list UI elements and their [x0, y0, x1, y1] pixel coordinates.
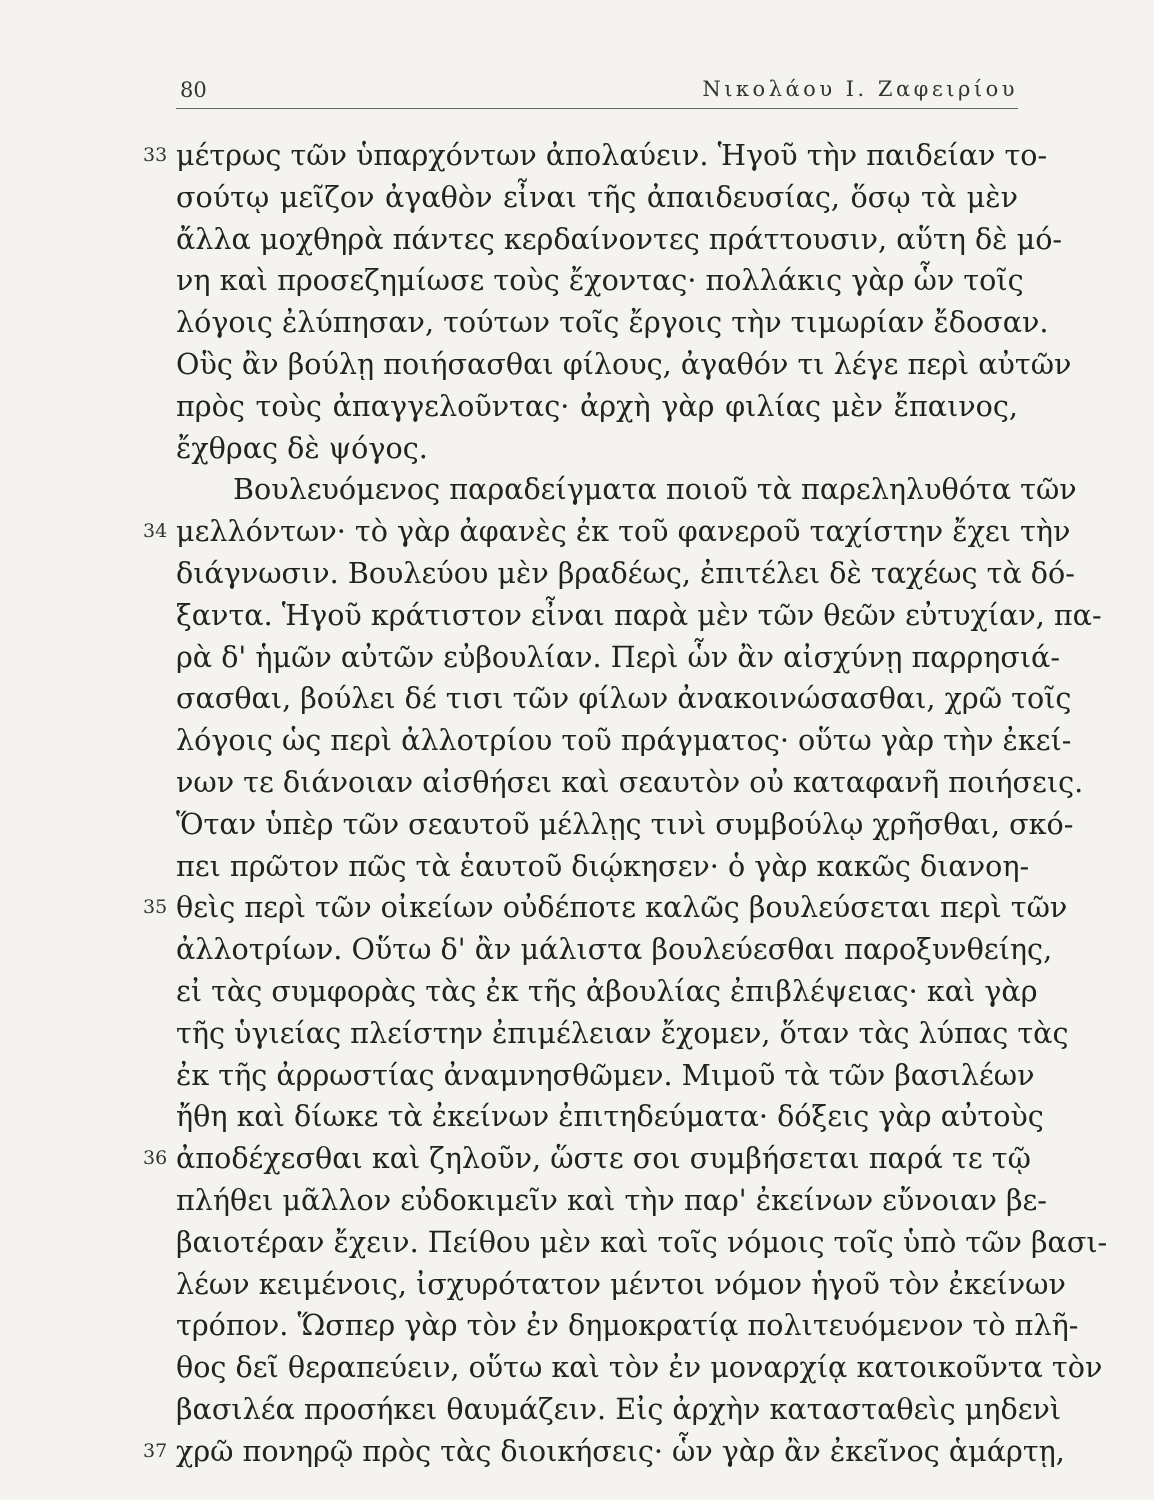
text-line: Ὅταν ὑπὲρ τῶν σεαυτοῦ μέλλῃς τινὶ συμβούλῳ χρῆσθαι, σκό-: [176, 806, 1074, 841]
section-number: 34: [143, 520, 168, 543]
section-number: 37: [143, 1439, 168, 1462]
text-line: εἰ τὰς συμφορὰς τὰς ἐκ τῆς ἀβουλίας ἐπιβλέψειας· καὶ γὰρ: [176, 974, 1038, 1008]
text-line: μελλόντων· τὸ γὰρ ἀφανὲς ἐκ τοῦ φανεροῦ ταχίστην ἔχει τὴν: [176, 514, 1071, 549]
text-line: πρὸς τοὺς ἀπαγγελοῦντας· ἀρχὴ γὰρ φιλίας μὲν ἔπαινος,: [176, 388, 1018, 423]
text-line: ἄλλα μοχθηρὰ πάντες κερδαίνοντες πράττουσιν, αὕτη δὲ μό-: [176, 221, 1063, 256]
text-line: Οὓς ἂν βούλῃ ποιήσασθαι φίλους, ἀγαθόν τι λέγε περὶ αὐτῶν: [176, 347, 1072, 381]
text-line: νων τε διάνοιαν αἰσθήσει καὶ σεαυτὸν οὐ καταφανῆ ποιήσεις.: [176, 765, 1084, 799]
text-line: νη καὶ προσεζημίωσε τοὺς ἔχοντας· πολλάκις γὰρ ὧν τοῖς: [176, 263, 1024, 298]
text-line: τῆς ὑγιείας πλείστην ἐπιμέλειαν ἔχομεν, ὅταν τὰς λύπας τὰς: [176, 1015, 1069, 1050]
text-line: ἀποδέχεσθαι καὶ ζηλοῦν, ὥστε σοι συμβήσεται παρά τε τῷ: [176, 1141, 1031, 1176]
running-head: Νικολάου Ι. Ζαφειρίου: [702, 77, 1018, 101]
text-line: ἀλλοτρίων. Οὕτω δ' ἂν μάλιστα βουλεύεσθαι παροξυνθείης,: [176, 932, 1053, 967]
text-line: ξαντα. Ἡγοῦ κράτιστον εἶναι παρὰ μὲν τῶν θεῶν εὐτυχίαν, πα-: [176, 597, 1102, 632]
text-line: μέτρως τῶν ὑπαρχόντων ἀπολαύειν. Ἡγοῦ τὴν παιδείαν το-: [176, 138, 1048, 172]
text-line: πει πρῶτον πῶς τὰ ἑαυτοῦ διῴκησεν· ὁ γὰρ κακῶς διανοη-: [176, 848, 1030, 883]
section-number: 35: [143, 896, 168, 919]
text-line: ἤθη καὶ δίωκε τὰ ἐκείνων ἐπιτηδεύματα· δόξεις γὰρ αὐτοὺς: [176, 1099, 1044, 1134]
text-line: θος δεῖ θεραπεύειν, οὕτω καὶ τὸν ἐν μοναρχίᾳ κατοικοῦντα τὸν: [176, 1350, 1103, 1385]
text-line: Βουλευόμενος παραδείγματα ποιοῦ τὰ παρεληλυθότα τῶν: [233, 472, 1077, 507]
section-number: 36: [143, 1147, 168, 1170]
text-line: βασιλέα προσήκει θαυμάζειν. Εἰς ἀρχὴν κατασταθεὶς μηδενὶ: [176, 1392, 1062, 1426]
text-line: σούτῳ μεῖζον ἀγαθὸν εἶναι τῆς ἀπαιδευσίας, ὅσῳ τὰ μὲν: [176, 179, 1018, 214]
text-line: τρόπον. Ὥσπερ γὰρ τὸν ἐν δημοκρατίᾳ πολιτευόμενον τὸ πλῆ-: [176, 1308, 1079, 1343]
text-line: πλήθει μᾶλλον εὐδοκιμεῖν καὶ τὴν παρ' ἐκείνων εὔνοιαν βε-: [176, 1183, 1047, 1217]
text-line: θεὶς περὶ τῶν οἰκείων οὐδέποτε καλῶς βουλεύσεται περὶ τῶν: [176, 890, 1068, 925]
text-line: λέων κειμένοις, ἰσχυρότατον μέντοι νόμον ἡγοῦ τὸν ἐκείνων: [176, 1266, 1066, 1301]
text-line: χρῶ πονηρῷ πρὸς τὰς διοικήσεις· ὧν γὰρ ἂν ἐκεῖνος ἁμάρτῃ,: [176, 1433, 1065, 1468]
text-line: ρὰ δ' ἡμῶν αὐτῶν εὐβουλίαν. Περὶ ὧν ἂν αἰσχύνῃ παρρησιά-: [176, 639, 1061, 674]
text-line: λόγοις ἐλύπησαν, τούτων τοῖς ἔργοις τὴν τιμωρίαν ἔδοσαν.: [176, 305, 1049, 340]
page-header: [176, 74, 1018, 109]
text-line: διάγνωσιν. Βουλεύου μὲν βραδέως, ἐπιτέλει δὲ ταχέως τὰ δό-: [176, 556, 1075, 590]
page-number: 80: [180, 78, 207, 102]
text-line: ἐκ τῆς ἀρρωστίας ἀναμνησθῶμεν. Μιμοῦ τὰ τῶν βασιλέων: [176, 1057, 1035, 1092]
text-line: ἔχθρας δὲ ψόγος.: [176, 430, 428, 465]
text-line: σασθαι, βούλει δέ τισι τῶν φίλων ἀνακοινώσασθαι, χρῶ τοῖς: [176, 681, 1072, 716]
text-line: βαιοτέραν ἔχειν. Πείθου μὲν καὶ τοῖς νόμοις τοῖς ὑπὸ τῶν βασι-: [176, 1224, 1108, 1259]
text-line: λόγοις ὡς περὶ ἀλλοτρίου τοῦ πράγματος· οὕτω γὰρ τὴν ἐκεί-: [176, 723, 1072, 758]
section-number: 33: [143, 144, 168, 166]
